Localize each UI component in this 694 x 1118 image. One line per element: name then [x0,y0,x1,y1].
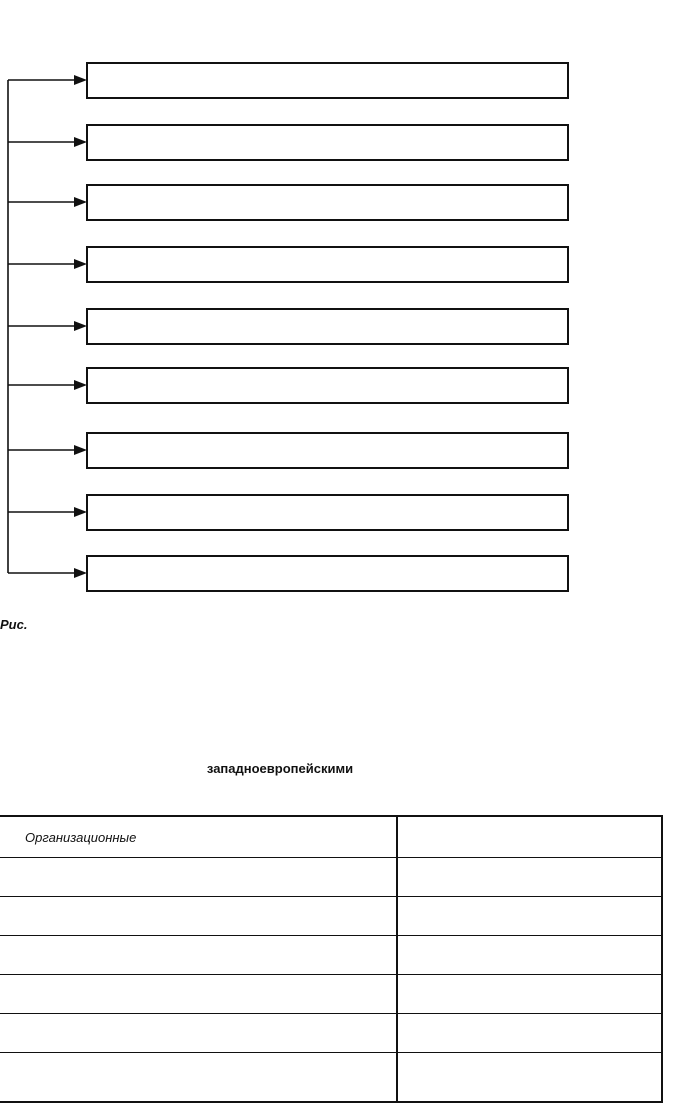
table-row [0,1014,662,1053]
table-row [0,858,662,897]
diagram-branch [8,495,568,530]
classification-table [0,815,663,1103]
table-cell-left[interactable] [0,975,397,1014]
empty-diagram-box[interactable] [87,125,568,160]
table-cell-right[interactable] [397,936,662,975]
table-cell-left[interactable] [0,1014,397,1053]
figure-caption: Рис. [0,617,28,632]
table-cell-right[interactable] [397,897,662,936]
empty-diagram-box[interactable] [87,185,568,220]
table-cell-right[interactable] [397,1053,662,1103]
table-cell-right[interactable] [397,1014,662,1053]
table-row [0,1053,662,1103]
empty-diagram-box[interactable] [87,368,568,403]
arrow-head-icon [74,568,87,578]
empty-diagram-box[interactable] [87,433,568,468]
table-row [0,975,662,1014]
diagram-branch [8,247,568,282]
table-row [0,897,662,936]
table-cell-right[interactable] [397,858,662,897]
arrow-head-icon [74,445,87,455]
diagram-branch [8,125,568,160]
diagram-branch [8,433,568,468]
arrow-head-icon [74,507,87,517]
arrow-head-icon [74,137,87,147]
table-cell-left[interactable] [0,816,397,858]
table-cell-left[interactable] [0,897,397,936]
arrow-head-icon [74,380,87,390]
table-cell-left[interactable] [0,936,397,975]
diagram-branch [8,185,568,220]
empty-diagram-box[interactable] [87,247,568,282]
table-cell-right[interactable] [397,975,662,1014]
diagram-branch [8,368,568,403]
empty-diagram-box[interactable] [87,309,568,344]
cell-text: Организационные [25,829,137,845]
table-row [0,936,662,975]
arrow-head-icon [74,197,87,207]
table-row [0,816,662,858]
diagram-branch [8,63,568,98]
diagram-branch [8,309,568,344]
arrow-head-icon [74,259,87,269]
diagram-branch [8,556,568,591]
arrow-head-icon [74,321,87,331]
arrow-head-icon [74,75,87,85]
classification-table-wrap [0,815,663,1103]
table-cell-right[interactable] [397,816,662,858]
table-cell-left[interactable] [0,1053,397,1103]
empty-diagram-box[interactable] [87,556,568,591]
empty-diagram-box[interactable] [87,63,568,98]
table-cell-left[interactable] [0,858,397,897]
table-heading: западноевропейскими [206,761,354,776]
empty-diagram-box[interactable] [87,495,568,530]
